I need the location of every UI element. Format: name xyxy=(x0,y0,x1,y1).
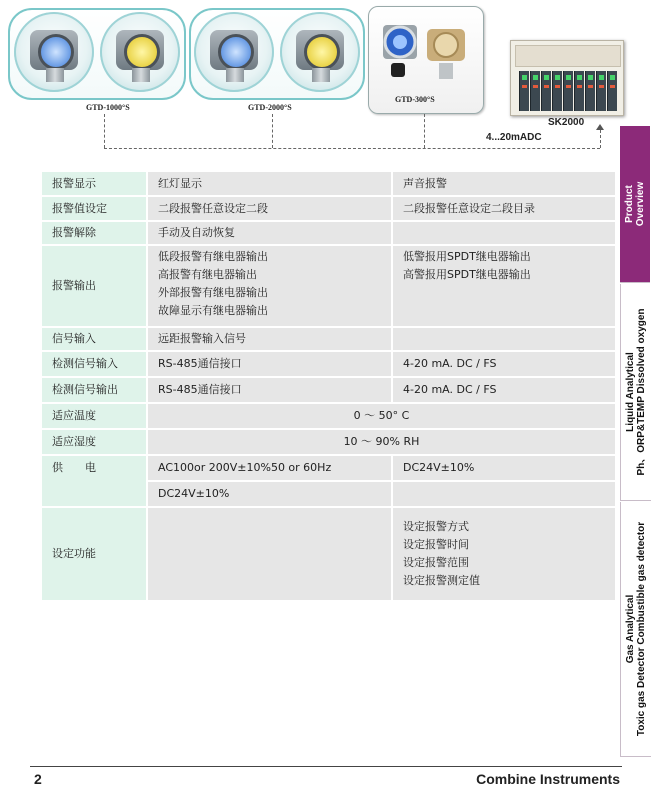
gtd300-card xyxy=(368,6,484,114)
spec-value: 0 ～ 50° C xyxy=(148,404,615,428)
spec-label: 供 电 xyxy=(42,456,146,506)
spec-value: 红灯显示 xyxy=(148,172,391,195)
table-row xyxy=(42,197,615,220)
gtd300-label: GTD-300°S xyxy=(395,95,435,104)
table-row xyxy=(42,378,615,402)
table-row xyxy=(42,222,615,244)
tab-gas-analytical[interactable] xyxy=(620,502,651,757)
gtd2000-detector-blue xyxy=(194,12,274,92)
spec-label: 适应温度 xyxy=(42,404,146,428)
spec-value xyxy=(393,328,615,350)
table-row xyxy=(42,172,615,195)
table-row xyxy=(42,404,615,428)
spec-value: 二段报警任意设定二段 xyxy=(148,197,391,220)
spec-label: 检测信号输入 xyxy=(42,352,146,376)
gtd1000-detector-blue xyxy=(14,12,94,92)
signal-line xyxy=(104,148,600,149)
spec-value: RS-485通信接口 xyxy=(148,352,391,376)
tab-product-overview[interactable] xyxy=(620,126,650,283)
gtd300-detector-image xyxy=(369,7,483,89)
spec-value: 4-20 mA. DC / FS xyxy=(393,378,615,402)
spec-label: 设定功能 xyxy=(42,508,146,600)
spec-value: 远距报警输入信号 xyxy=(148,328,391,350)
spec-label: 报警解除 xyxy=(42,222,146,244)
spec-value: 手动及自动恢复 xyxy=(148,222,391,244)
signal-line xyxy=(600,130,601,148)
spec-line: 设定报警范围 xyxy=(403,556,469,569)
spec-line: 设定报警时间 xyxy=(403,538,469,551)
signal-line xyxy=(104,114,105,148)
spec-label: 报警值设定 xyxy=(42,197,146,220)
spec-value: 4-20 mA. DC / FS xyxy=(393,352,615,376)
spec-line: 低警报用SPDT继电器输出 xyxy=(403,250,531,263)
spec-label: 适应湿度 xyxy=(42,430,146,454)
sk2000-controller-image xyxy=(510,40,624,116)
spec-label: 信号输入 xyxy=(42,328,146,350)
tab-label: Product xyxy=(624,185,635,223)
gtd1000-detector-yellow xyxy=(100,12,180,92)
table-row xyxy=(42,456,615,480)
spec-value: DC24V±10% xyxy=(148,482,391,506)
table-row xyxy=(42,430,615,454)
spec-value xyxy=(393,222,615,244)
spec-value xyxy=(148,246,391,326)
gtd2000-label: GTD-2000°S xyxy=(248,103,292,112)
tab-label: Gas Analytical xyxy=(625,594,636,664)
tab-label: Toxic gas Detector Combustible gas detector xyxy=(636,521,647,737)
tab-liquid-analytical[interactable] xyxy=(620,284,651,501)
spec-line: 高警报用SPDT继电器输出 xyxy=(403,268,531,281)
spec-line: 外部报警有继电器输出 xyxy=(158,286,268,299)
spec-value xyxy=(148,508,391,600)
spec-value xyxy=(393,508,615,600)
page-number: 2 xyxy=(34,771,42,787)
spec-label: 检测信号输出 xyxy=(42,378,146,402)
spec-label: 报警输出 xyxy=(42,246,146,326)
tab-label: Liquid Analytical xyxy=(625,352,636,432)
table-row xyxy=(42,508,615,600)
spec-table xyxy=(40,170,617,602)
spec-value: DC24V±10% xyxy=(393,456,615,480)
signal-line xyxy=(424,114,425,148)
spec-line: 高报警有继电器输出 xyxy=(158,268,257,281)
spec-value: RS-485通信接口 xyxy=(148,378,391,402)
spec-value: 声音报警 xyxy=(393,172,615,195)
spec-line: 设定报警方式 xyxy=(403,520,469,533)
spec-line: 故障显示有继电器输出 xyxy=(158,304,268,317)
signal-label: 4...20mADC xyxy=(486,132,542,143)
spec-line: 设定报警测定值 xyxy=(403,574,480,587)
sk2000-label: SK2000 xyxy=(548,117,585,128)
spec-value: AC100or 200V±10%50 or 60Hz xyxy=(148,456,391,480)
gtd1000-label: GTD-1000°S xyxy=(86,103,130,112)
spec-value xyxy=(393,246,615,326)
table-row xyxy=(42,352,615,376)
spec-value: 二段报警任意设定二段目录 xyxy=(393,197,615,220)
spec-line: 低段报警有继电器输出 xyxy=(158,250,268,263)
table-row xyxy=(42,328,615,350)
tab-label: Overview xyxy=(635,181,646,227)
spec-value: 10 ～ 90% RH xyxy=(148,430,615,454)
footer-divider xyxy=(30,766,622,767)
signal-line xyxy=(272,114,273,148)
spec-label: 报警显示 xyxy=(42,172,146,195)
tab-label: Ph、ORP&TEMP Dissolved oxygen xyxy=(636,308,647,476)
arrow-up-icon xyxy=(596,124,604,130)
table-row xyxy=(42,246,615,326)
brand-name: Combine Instruments xyxy=(476,771,620,787)
spec-value xyxy=(393,482,615,506)
gtd2000-detector-yellow xyxy=(280,12,360,92)
